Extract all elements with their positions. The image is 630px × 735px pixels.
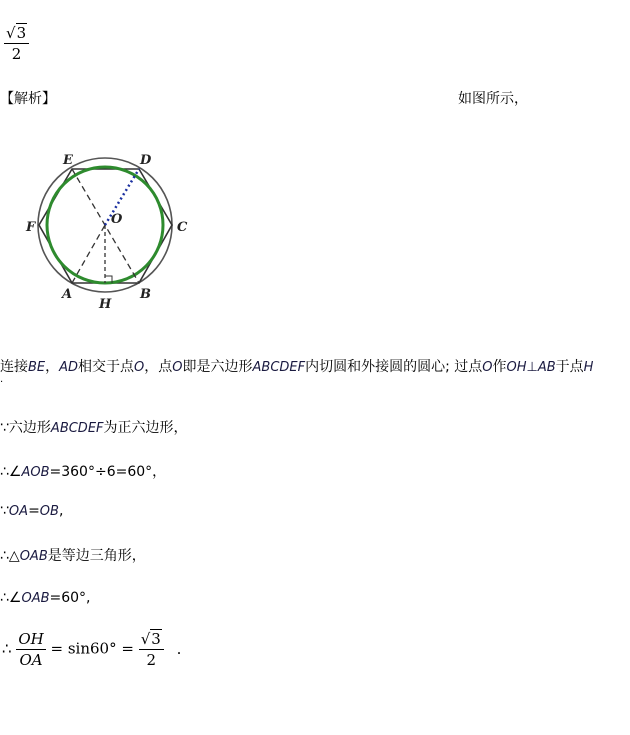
segment-AO xyxy=(72,225,105,283)
radicand: 3 xyxy=(16,24,27,42)
solution-line-7: ∴ $\frac{OH}{OA}$ = sin60° = $\frac{√3}{2}$ . xyxy=(2,630,182,669)
denominator: 2 xyxy=(11,45,22,63)
fraction-oh-oa: $\frac{OH}{OA}$ xyxy=(18,630,44,669)
hexagon-figure xyxy=(20,145,200,315)
label-F: F xyxy=(26,220,36,235)
solution-line-3: ∴∠AOB=360°÷6=60°， xyxy=(0,464,167,480)
solution-line-6: ∴∠OAB=60°, xyxy=(0,590,91,606)
label-C: C xyxy=(177,220,188,235)
fraction-root3-over-2: $\frac{√3}{2}$ xyxy=(139,630,164,669)
label-O: O xyxy=(111,212,123,227)
solution-line-2: ∵六边形ABCDEF为正六边形， xyxy=(0,420,188,436)
figure-caption: 如图所示， xyxy=(458,91,528,107)
analysis-header: 【解析】 xyxy=(0,91,56,107)
solution-line-1-tail: . xyxy=(0,374,4,385)
label-E: E xyxy=(63,153,73,168)
label-D: D xyxy=(140,153,152,168)
solution-line-1: 连接BE，AD相交于点O，点O即是六边形ABCDEF内切圆和外接圆的圆心; 过点O作OH⊥AB于点H xyxy=(0,359,594,375)
sin-equation: = sin60° = xyxy=(50,639,134,658)
label-A: A xyxy=(62,287,73,302)
solution-line-5: ∴△OAB是等边三角形， xyxy=(0,548,146,564)
answer-fraction xyxy=(4,24,29,63)
solution-line-4: ∵OA=OB, xyxy=(0,503,64,519)
radical-sign: √ xyxy=(6,24,16,42)
therefore-symbol: ∴ xyxy=(2,639,12,658)
label-B: B xyxy=(140,287,151,302)
label-H: H xyxy=(99,297,112,312)
